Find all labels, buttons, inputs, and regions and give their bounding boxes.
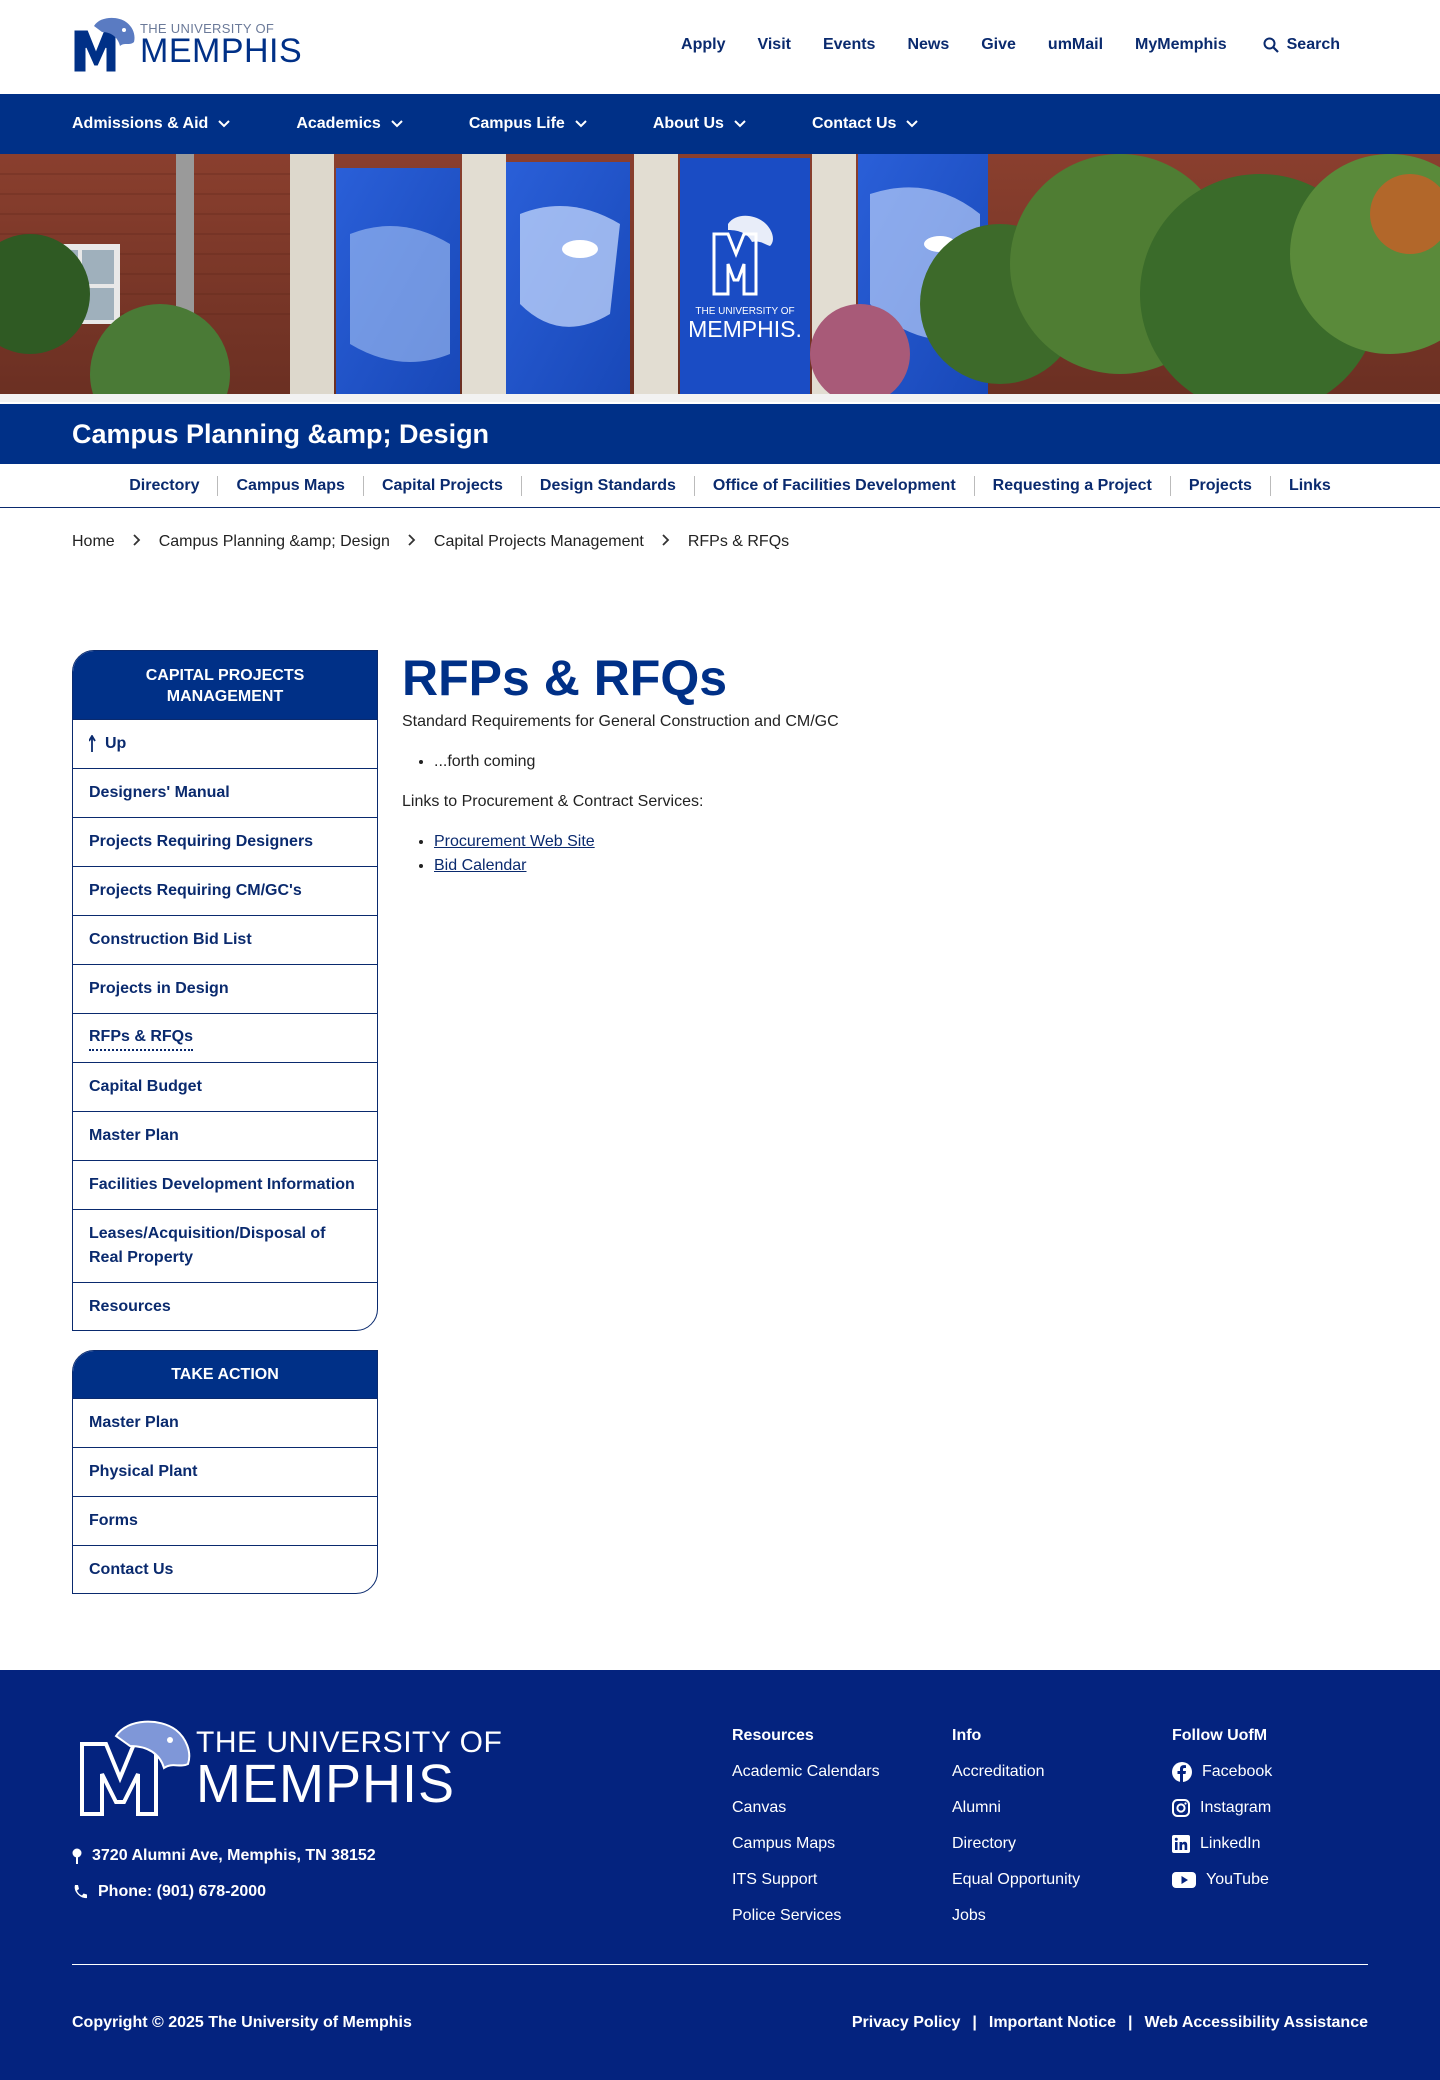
footer-address: 3720 Alumni Ave, Memphis, TN 38152: [92, 1847, 376, 1864]
banner-subtitle: THE UNIVERSITY OF: [695, 306, 795, 317]
social-label: LinkedIn: [1200, 1835, 1261, 1852]
footer-link-academic-calendars[interactable]: Academic Calendars: [732, 1763, 880, 1780]
section-link-links[interactable]: Links: [1288, 476, 1331, 494]
search-label: Search: [1286, 36, 1340, 53]
privacy-policy-link[interactable]: Privacy Policy: [851, 2014, 961, 2031]
take-action-heading: TAKE ACTION: [73, 1351, 377, 1398]
footer-link-canvas[interactable]: Canvas: [732, 1799, 787, 1816]
nav-admissions-aid[interactable]: [72, 115, 230, 133]
util-link-news[interactable]: News: [907, 36, 950, 53]
take-action-forms[interactable]: [73, 1496, 377, 1545]
section-link-directory[interactable]: Directory: [111, 476, 218, 496]
nav-about-us[interactable]: [653, 115, 746, 133]
section-nav: [0, 464, 1440, 508]
social-label: Facebook: [1202, 1763, 1273, 1780]
bid-calendar-link[interactable]: Bid Calendar: [434, 857, 527, 874]
sidebar-heading: CAPITAL PROJECTS MANAGEMENT: [73, 651, 377, 719]
footer-logo-subtitle: THE UNIVERSITY OF: [196, 1726, 503, 1759]
phone-icon: [72, 1884, 88, 1900]
breadcrumb-campus-planning[interactable]: Campus Planning &amp; Design: [158, 533, 390, 550]
tiger-m-logo-icon: [76, 1716, 194, 1818]
social-link-linkedin[interactable]: [1172, 1826, 1272, 1862]
sidebar-item-label: Capital Budget: [89, 1078, 202, 1095]
nav-label: About Us: [652, 115, 724, 132]
nav-label: Campus Life: [468, 115, 565, 132]
take-action-contact-us[interactable]: [73, 1545, 377, 1593]
social-link-youtube[interactable]: [1172, 1862, 1272, 1898]
section-link-campus-maps[interactable]: Campus Maps: [218, 476, 363, 496]
footer-info-heading: Info: [952, 1727, 982, 1744]
footer-phone[interactable]: Phone: (901) 678-2000: [98, 1883, 267, 1900]
footer-link-directory[interactable]: Directory: [952, 1835, 1017, 1852]
nav-label: Admissions & Aid: [72, 115, 209, 132]
sidebar-item-label: Facilities Development Information: [89, 1176, 355, 1193]
util-link-apply[interactable]: Apply: [681, 36, 726, 53]
chevron-right-icon: [662, 533, 670, 551]
footer-divider: [72, 1964, 1368, 1965]
sidebar-item-projects-requiring-designers[interactable]: [73, 817, 377, 866]
breadcrumb-home[interactable]: Home: [72, 533, 115, 550]
footer-follow: [1172, 1718, 1272, 1898]
footer-link-its-support[interactable]: ITS Support: [732, 1871, 818, 1888]
sidebar-item-projects-requiring-cmgc[interactable]: [73, 866, 377, 915]
util-link-ummail[interactable]: umMail: [1047, 36, 1104, 53]
important-notice-link[interactable]: Important Notice: [988, 2014, 1116, 2031]
web-accessibility-link[interactable]: Web Accessibility Assistance: [1144, 2014, 1368, 2031]
util-link-mymemphis[interactable]: MyMemphis: [1135, 36, 1227, 53]
legal-separator: |: [1128, 2014, 1133, 2031]
section-link-facilities-development[interactable]: Office of Facilities Development: [695, 476, 975, 496]
nav-contact-us[interactable]: [812, 115, 918, 133]
facebook-icon: [1172, 1762, 1192, 1782]
main-nav: [0, 94, 1440, 154]
search-icon: [1263, 37, 1279, 53]
nav-label: Academics: [296, 115, 381, 132]
sidebar-item-label: Designers' Manual: [89, 784, 230, 801]
take-action-label: Physical Plant: [89, 1463, 198, 1480]
take-action-master-plan[interactable]: [73, 1398, 377, 1447]
sidebar-item-label: Up: [105, 735, 127, 752]
footer-follow-heading: Follow UofM: [1172, 1727, 1268, 1744]
sidebar-item-capital-budget[interactable]: [73, 1062, 377, 1111]
social-link-facebook[interactable]: [1172, 1754, 1272, 1790]
site-title[interactable]: Campus Planning &amp; Design: [72, 418, 490, 449]
sidebar-item-designers-manual[interactable]: [73, 768, 377, 817]
tiger-m-logo-icon: [72, 16, 138, 74]
util-link-give[interactable]: Give: [981, 36, 1016, 53]
logo-title: MEMPHIS: [140, 32, 303, 70]
sidebar-item-label: Projects Requiring Designers: [89, 833, 314, 850]
sidebar-item-facilities-development-info[interactable]: [73, 1160, 377, 1209]
section-link-requesting-project[interactable]: Requesting a Project: [975, 476, 1171, 496]
footer-logo-title: MEMPHIS: [196, 1754, 456, 1814]
take-action-physical-plant[interactable]: [73, 1447, 377, 1496]
sidebar-item-label: Resources: [89, 1297, 171, 1315]
sidebar-item-projects-in-design[interactable]: [73, 964, 377, 1013]
footer-copyright: Copyright © 2025 The University of Memphis: [72, 2014, 412, 2031]
sidebar-item-label: Projects in Design: [89, 980, 229, 997]
footer-link-equal-opportunity[interactable]: Equal Opportunity: [952, 1871, 1081, 1888]
site-footer: [0, 1670, 1440, 2080]
hero-banner-image: [0, 154, 1440, 402]
links-intro-text: Links to Procurement & Contract Services:: [402, 793, 704, 810]
chevron-down-icon: [575, 120, 587, 128]
chevron-right-icon: [133, 533, 141, 551]
logo-subtitle: THE UNIVERSITY OF: [140, 21, 275, 36]
footer-resources-heading: Resources: [732, 1727, 814, 1744]
legal-separator: |: [972, 2014, 977, 2031]
procurement-links-list: [434, 830, 1362, 878]
list-item: • ...forth coming: [434, 750, 1362, 774]
sidebar-item-label: Construction Bid List: [89, 931, 252, 948]
breadcrumb: [72, 533, 789, 551]
sidebar-item-up[interactable]: [73, 719, 377, 768]
section-link-design-standards[interactable]: Design Standards: [522, 476, 695, 496]
section-link-capital-projects[interactable]: Capital Projects: [364, 476, 522, 496]
footer-resources: [732, 1718, 880, 1934]
sidebar-item-rfps-rfqs[interactable]: [73, 1013, 377, 1062]
sidebar-item-construction-bid-list[interactable]: [73, 915, 377, 964]
page-title: RFPs & RFQs: [402, 650, 728, 706]
sidebar-item-label: Leases/Acquisition/Disposal of Real Property: [89, 1225, 326, 1266]
breadcrumb-capital-projects[interactable]: Capital Projects Management: [433, 533, 644, 550]
linkedin-icon: [1172, 1835, 1190, 1853]
take-action-box: [72, 1350, 378, 1594]
sidebar-item-label: Master Plan: [89, 1127, 179, 1144]
banner-title: MEMPHIS.: [688, 316, 802, 342]
university-logo[interactable]: [72, 16, 302, 74]
sidebar-section-nav: [72, 650, 378, 1331]
chevron-down-icon: [218, 120, 230, 128]
take-action-label: Master Plan: [89, 1414, 179, 1431]
utility-nav: [681, 36, 1340, 54]
social-link-instagram[interactable]: [1172, 1790, 1272, 1826]
social-label: Instagram: [1200, 1799, 1272, 1816]
site-title-bar: [0, 402, 1440, 464]
chevron-down-icon: [734, 120, 746, 128]
list-item: [434, 854, 1362, 878]
requirements-list: [434, 750, 1362, 774]
map-pin-icon: [72, 1848, 82, 1864]
site-header: [0, 0, 1440, 94]
sidebar-item-resources[interactable]: [73, 1282, 377, 1330]
footer-link-campus-maps[interactable]: Campus Maps: [732, 1835, 836, 1852]
footer-link-alumni[interactable]: Alumni: [952, 1799, 1001, 1816]
sidebar-item-leases-acquisition[interactable]: [73, 1209, 377, 1282]
nav-academics[interactable]: [296, 115, 403, 133]
sidebar-item-label: RFPs & RFQs: [89, 1025, 193, 1051]
nav-campus-life[interactable]: [469, 115, 587, 133]
sidebar-item-master-plan[interactable]: [73, 1111, 377, 1160]
social-label: YouTube: [1206, 1871, 1269, 1888]
intro-text: Standard Requirements for General Construction and CM/GC: [402, 713, 839, 730]
chevron-down-icon: [391, 120, 403, 128]
footer-logo[interactable]: [76, 1716, 502, 1818]
search-button[interactable]: [1263, 36, 1340, 54]
chevron-down-icon: [906, 120, 918, 128]
sidebar-item-label: Projects Requiring CM/GC's: [89, 882, 302, 899]
footer-contact: [72, 1838, 376, 1910]
footer-legal-links: [852, 2014, 1368, 2032]
util-link-visit[interactable]: Visit: [757, 36, 791, 53]
nav-label: Contact Us: [811, 115, 897, 132]
util-link-events[interactable]: Events: [822, 36, 876, 53]
youtube-icon: [1172, 1871, 1196, 1889]
footer-info: [952, 1718, 1080, 1934]
footer-link-jobs[interactable]: Jobs: [952, 1907, 986, 1924]
footer-link-police-services[interactable]: Police Services: [732, 1907, 842, 1924]
section-link-projects[interactable]: Projects: [1171, 476, 1271, 496]
main-content: [402, 648, 1362, 894]
take-action-label: Contact Us: [89, 1560, 174, 1578]
list-item: [434, 830, 1362, 854]
procurement-website-link[interactable]: Procurement Web Site: [434, 833, 595, 850]
instagram-icon: [1172, 1799, 1190, 1817]
arrow-up-icon: [89, 735, 101, 753]
breadcrumb-current: RFPs & RFQs: [687, 533, 790, 550]
footer-link-accreditation[interactable]: Accreditation: [952, 1763, 1045, 1780]
take-action-label: Forms: [89, 1512, 138, 1529]
chevron-right-icon: [408, 533, 416, 551]
